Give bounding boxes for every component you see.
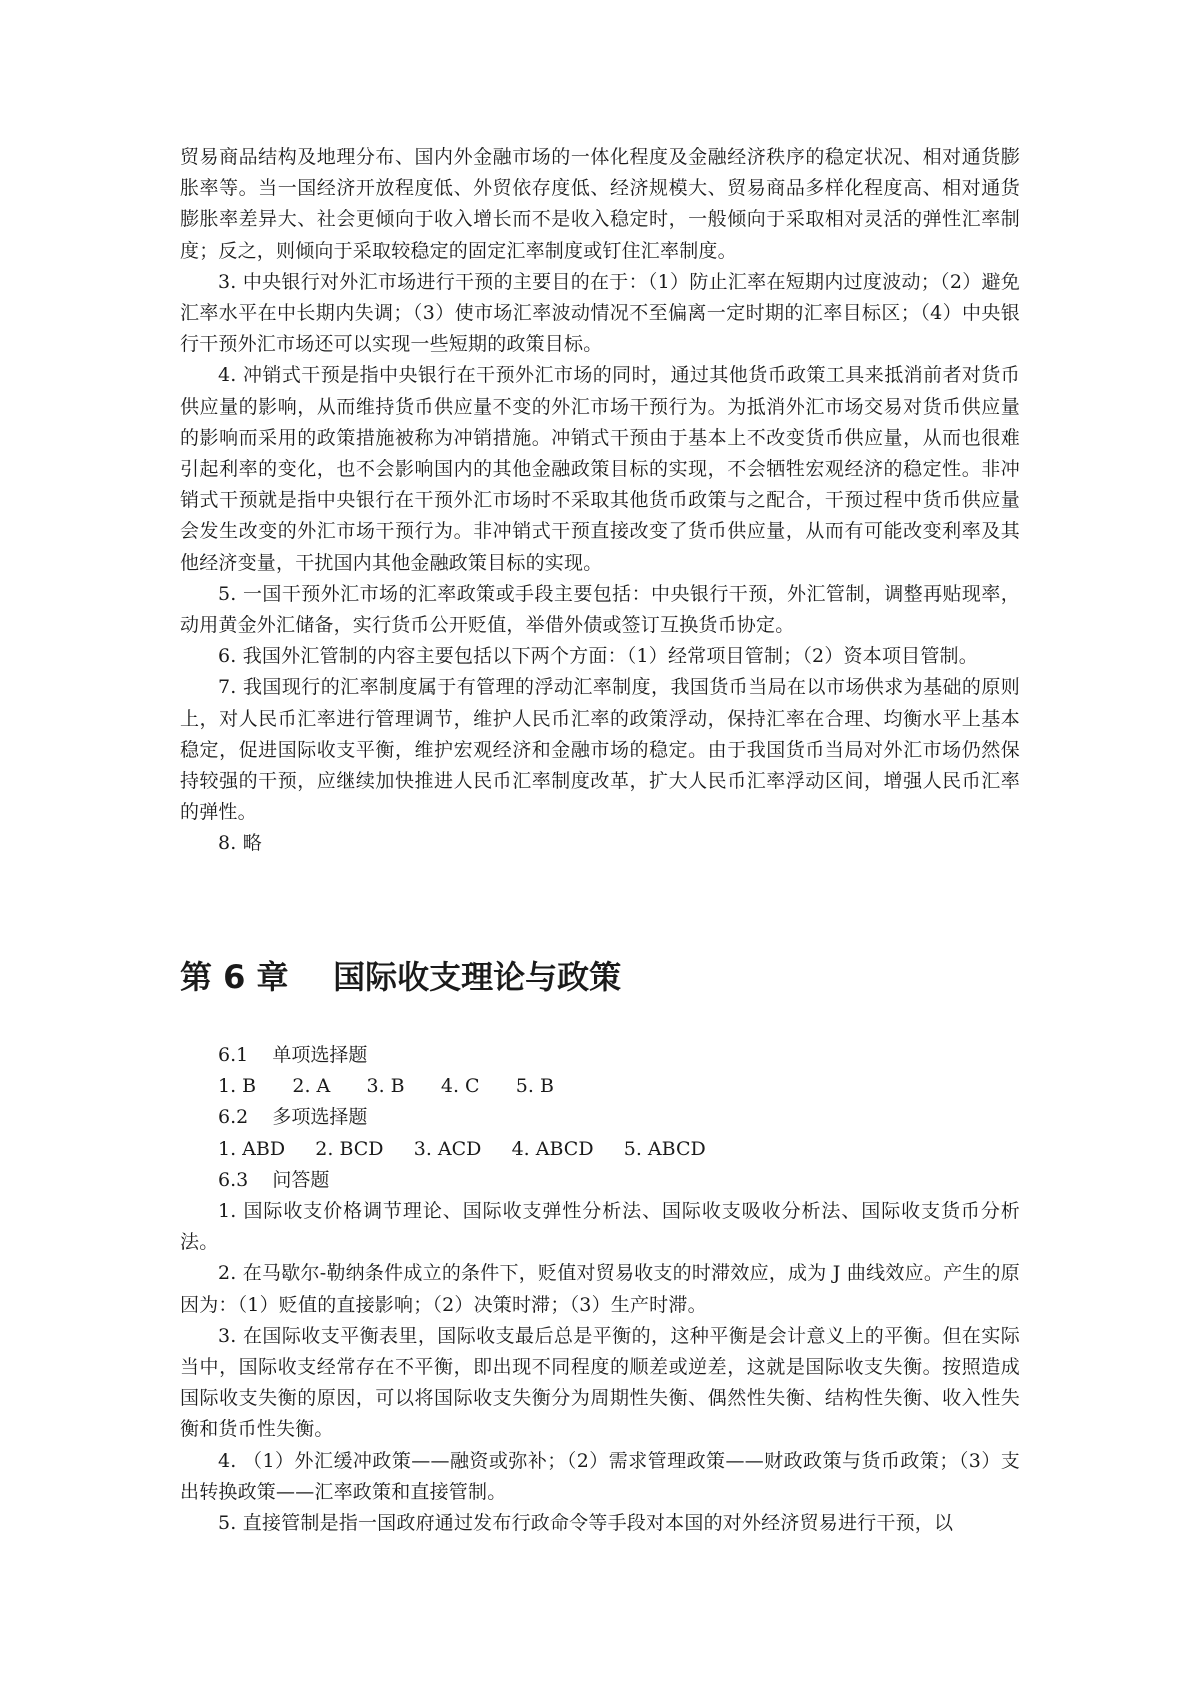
section-6-1-answers: 1. B 2. A 3. B 4. C 5. B <box>218 1075 554 1098</box>
answer-4: 4. 冲销式干预是指中央银行在干预外汇市场的同时，通过其他货币政策工具来抵消前者对货币供应量的影响，从而维持货币供应量不变的外汇市场干预行为。为抵消外汇市场交易对货币供应量的影响而采用的政策措施被称为冲销措施。冲销式干预由于基本上不改变货币供应量，从而也很难引起利率的变化，也不会影响国内的其他金融政策目标的实现，不会牺牲宏观经济的稳定性。非冲销式干预就是指中央银行在干预外汇市场时不采取其他货币政策与之配合，干预过程中货币供应量会发生改变的外汇市场干预行为。非冲销式干预直接改变了货币供应量，从而有可能改变利率及其他经济变量，干扰国内其他金融政策目标的实现。 <box>180 364 1020 574</box>
answer-5: 5. 一国干预外汇市场的汇率政策或手段主要包括：中央银行干预，外汇管制，调整再贴现率，动用黄金外汇储备，实行货币公开贬值，举借外债或签订互换货币协定。 <box>180 582 1020 637</box>
question-answer-5: 5. 直接管制是指一国政府通过发布行政命令等手段对本国的对外经济贸易进行干预，以 <box>218 1512 954 1535</box>
answer-7: 7. 我国现行的汇率制度属于有管理的浮动汇率制度，我国货币当局在以市场供求为基础的原则上，对人民币汇率进行管理调节，维护人民币汇率的政策浮动，保持汇率在合理、均衡水平上基本稳定，促进国际收支平衡，维护宏观经济和金融市场的稳定。由于我国货币当局对外汇市场仍然保持较强的干预，应继续加快推进人民币汇率制度改革，扩大人民币汇率浮动区间，增强人民币汇率的弹性。 <box>180 676 1020 824</box>
answer-6: 6. 我国外汇管制的内容主要包括以下两个方面：（1）经常项目管制；（2）资本项目管制。 <box>218 645 978 668</box>
paragraph-continued: 贸易商品结构及地理分布、国内外金融市场的一体化程度及金融经济秩序的稳定状况、相对通货膨胀率等。当一国经济开放程度低、外贸依存度低、经济规模大、贸易商品多样化程度高、相对通货膨胀率差异大、社会更倾向于收入增长而不是收入稳定时，一般倾向于采取相对灵活的弹性汇率制度；反之，则倾向于采取较稳定的固定汇率制度或钉住汇率制度。 <box>180 146 1020 262</box>
document-page <box>180 142 1020 1535</box>
question-answer-1: 1. 国际收支价格调节理论、国际收支弹性分析法、国际收支吸收分析法、国际收支货币分析法。 <box>180 1200 1020 1254</box>
question-answer-2: 2. 在马歇尔-勒纳条件成立的条件下，贬值对贸易收支的时滞效应，成为 J 曲线效应。产生的原因为：（1）贬值的直接影响；（2）决策时滞；（3）生产时滞。 <box>180 1262 1020 1316</box>
section-6-2-answers: 1. ABD 2. BCD 3. ACD 4. ABCD 5. ABCD <box>218 1137 706 1160</box>
section-6-2-heading: 6.2 多项选择题 <box>218 1106 368 1129</box>
section-6-3-heading: 6.3 问答题 <box>218 1168 330 1191</box>
question-answer-4: 4. （1）外汇缓冲政策——融资或弥补；（2）需求管理政策——财政政策与货币政策；（3）支出转换政策——汇率政策和直接管制。 <box>180 1449 1020 1503</box>
answer-3: 3. 中央银行对外汇市场进行干预的主要目的在于：（1）防止汇率在短期内过度波动；（2）避免汇率水平在中长期内失调；（3）使市场汇率波动情况不至偏离一定时期的汇率目标区；（4）中央银行干预外汇市场还可以实现一些短期的政策目标。 <box>180 270 1020 356</box>
section-6-1-heading: 6.1 单项选择题 <box>218 1044 368 1066</box>
chapter-title: 第 6 章 国际收支理论与政策 <box>180 958 622 996</box>
chapter-6-answers <box>180 1040 1020 1539</box>
answer-8: 8. 略 <box>218 832 262 855</box>
question-answer-3: 3. 在国际收支平衡表里，国际收支最后总是平衡的，这种平衡是会计意义上的平衡。但在实际当中，国际收支经常存在不平衡，即出现不同程度的顺差或逆差，这就是国际收支失衡。按照造成国际收支失衡的原因，可以将国际收支失衡分为周期性失衡、偶然性失衡、结构性失衡、收入性失衡和货币性失衡。 <box>180 1324 1020 1441</box>
